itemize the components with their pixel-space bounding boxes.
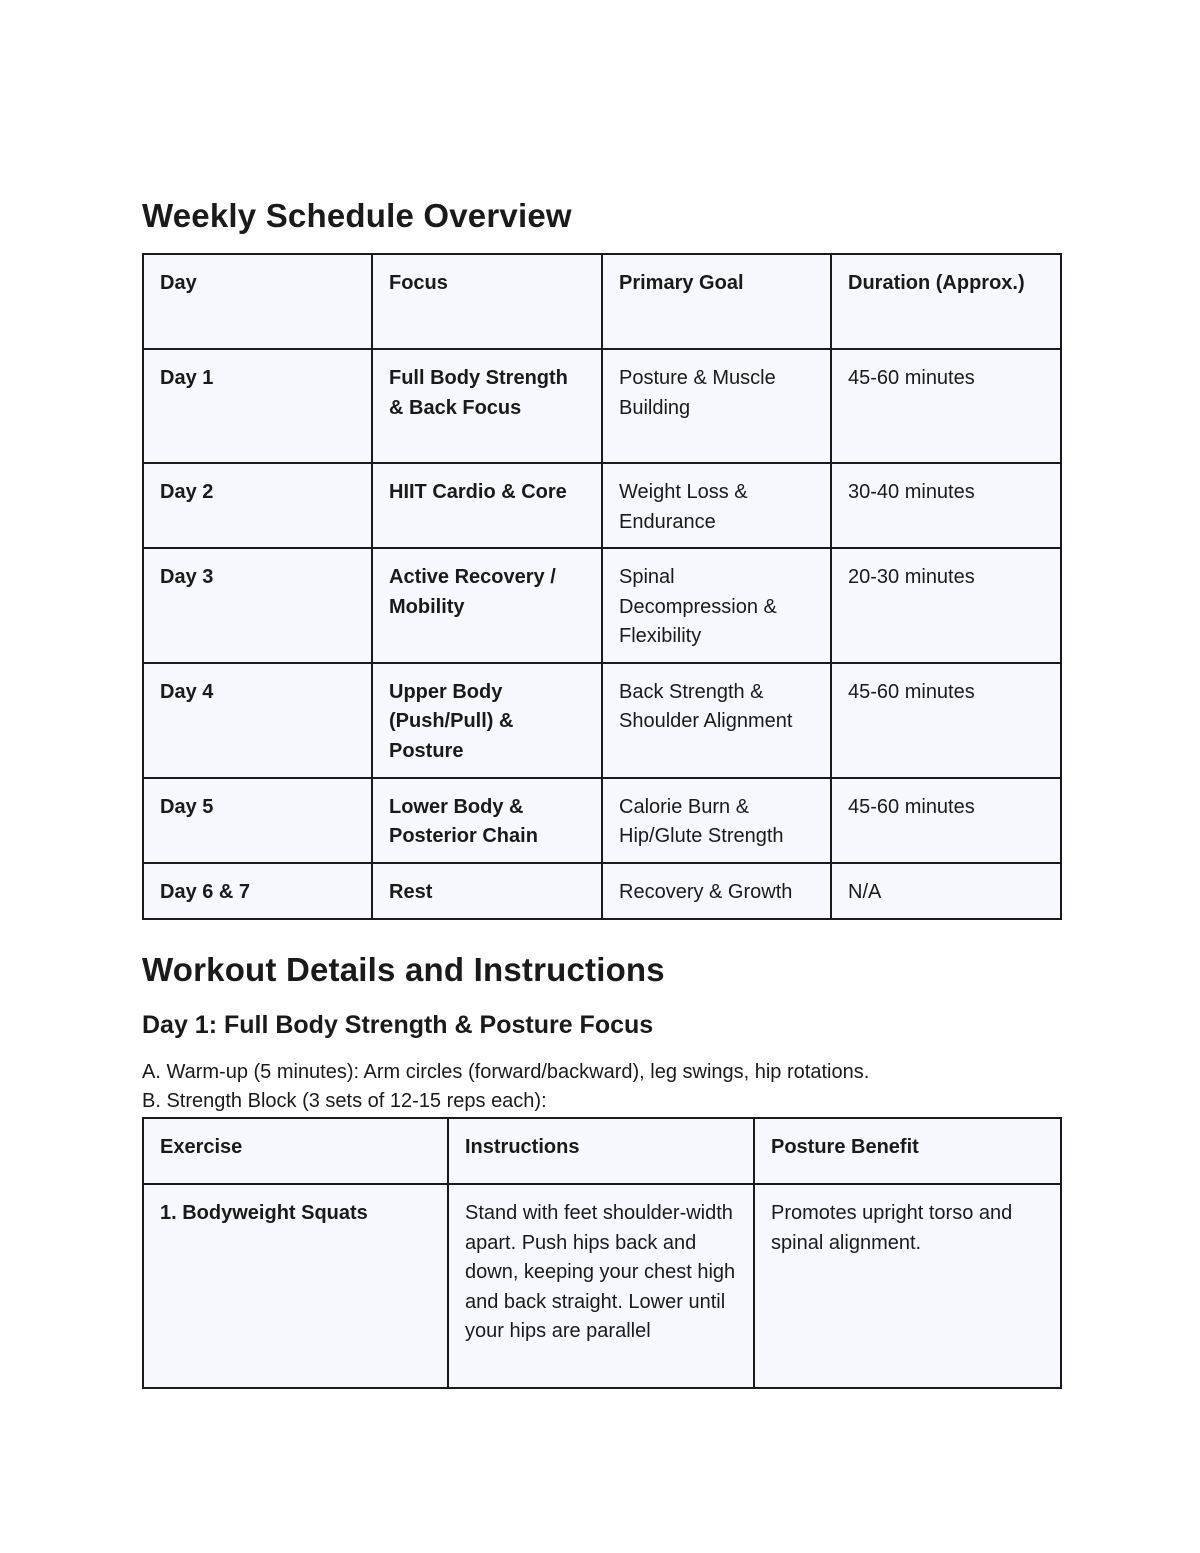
cell-duration: 45-60 minutes — [831, 663, 1061, 778]
cell-focus: Rest — [372, 863, 602, 919]
cell-duration: 45-60 minutes — [831, 349, 1061, 463]
header-primary-goal: Primary Goal — [602, 254, 831, 349]
cell-posture-benefit: Promotes upright torso and spinal alignment. — [754, 1184, 1061, 1388]
strength-block-paragraph: B. Strength Block (3 sets of 12-15 reps each): — [142, 1090, 547, 1112]
cell-focus: Active Recovery / Mobility — [372, 548, 602, 663]
schedule-heading: Weekly Schedule Overview — [142, 197, 572, 234]
day1-heading: Day 1: Full Body Strength & Posture Focus — [142, 1011, 654, 1039]
cell-goal: Spinal Decompression & Flexibility — [602, 548, 831, 663]
table-row — [143, 663, 1061, 778]
header-focus: Focus — [372, 254, 602, 349]
cell-day: Day 3 — [143, 548, 372, 663]
table-row — [143, 778, 1061, 863]
cell-exercise: 1. Bodyweight Squats — [143, 1184, 448, 1388]
cell-day: Day 5 — [143, 778, 372, 863]
table-header-row — [143, 1118, 1061, 1184]
exercise-table — [142, 1117, 1062, 1389]
cell-focus: Lower Body & Posterior Chain — [372, 778, 602, 863]
header-day: Day — [143, 254, 372, 349]
table-row — [143, 1184, 1061, 1388]
header-duration: Duration (Approx.) — [831, 254, 1061, 349]
cell-day: Day 6 & 7 — [143, 863, 372, 919]
cell-goal: Back Strength & Shoulder Alignment — [602, 663, 831, 778]
cell-focus: Full Body Strength & Back Focus — [372, 349, 602, 463]
cell-focus: HIIT Cardio & Core — [372, 463, 602, 548]
details-heading: Workout Details and Instructions — [142, 951, 665, 988]
header-exercise: Exercise — [143, 1118, 448, 1184]
warmup-paragraph: A. Warm-up (5 minutes): Arm circles (forward/backward), leg swings, hip rotations. — [142, 1061, 870, 1083]
table-header-row — [143, 254, 1061, 349]
cell-duration: 20-30 minutes — [831, 548, 1061, 663]
cell-goal: Calorie Burn & Hip/Glute Strength — [602, 778, 831, 863]
cell-goal: Posture & Muscle Building — [602, 349, 831, 463]
cell-day: Day 4 — [143, 663, 372, 778]
header-posture-benefit: Posture Benefit — [754, 1118, 1061, 1184]
table-row — [143, 349, 1061, 463]
cell-day: Day 1 — [143, 349, 372, 463]
weekly-schedule-table — [142, 253, 1062, 920]
cell-duration: 45-60 minutes — [831, 778, 1061, 863]
cell-instructions: Stand with feet shoulder-width apart. Push hips back and down, keeping your chest high and back straight. Lower until your hips are parallel — [448, 1184, 754, 1388]
table-row — [143, 863, 1061, 919]
cell-focus: Upper Body (Push/Pull) & Posture — [372, 663, 602, 778]
header-instructions: Instructions — [448, 1118, 754, 1184]
cell-duration: 30-40 minutes — [831, 463, 1061, 548]
cell-day: Day 2 — [143, 463, 372, 548]
table-row — [143, 463, 1061, 548]
cell-goal: Weight Loss & Endurance — [602, 463, 831, 548]
cell-duration: N/A — [831, 863, 1061, 919]
table-row — [143, 548, 1061, 663]
cell-goal: Recovery & Growth — [602, 863, 831, 919]
